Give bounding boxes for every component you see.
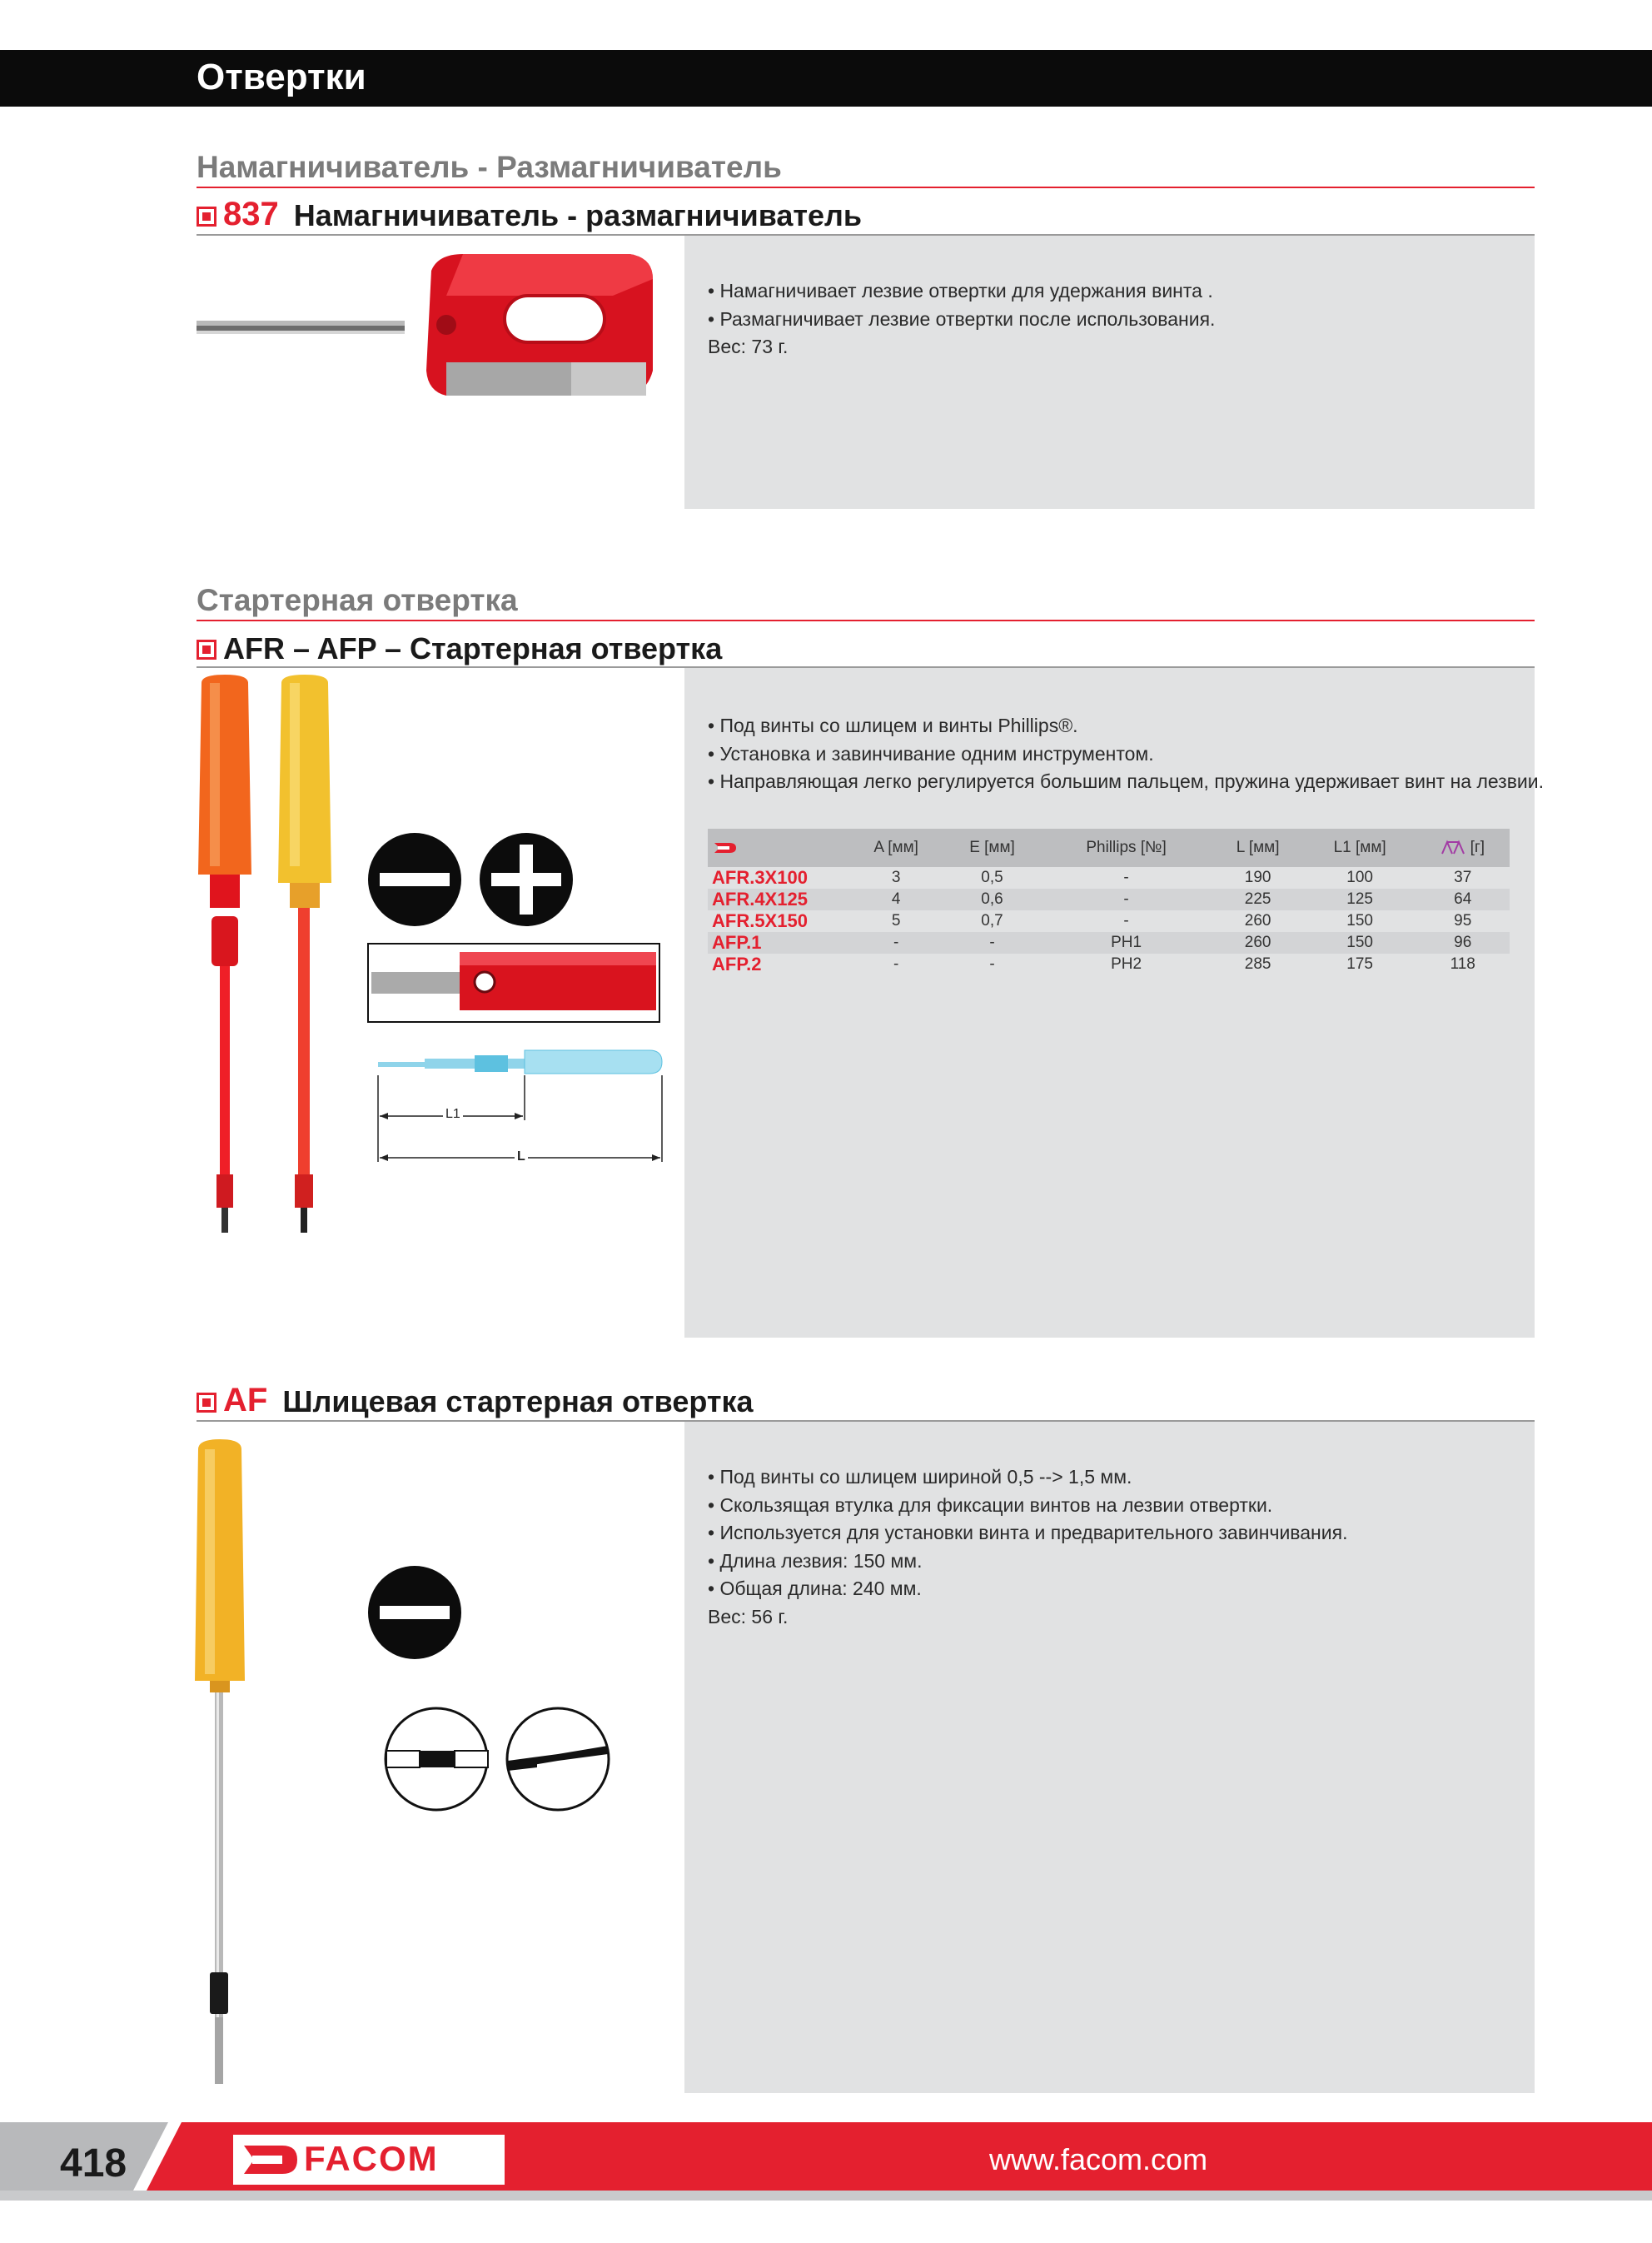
weight-scale-icon xyxy=(1441,840,1465,855)
table-cell: 260 xyxy=(1212,932,1304,954)
table-row xyxy=(708,889,1510,910)
table-cell: 64 xyxy=(1416,889,1510,910)
reference-header xyxy=(708,829,848,867)
reference-cell: AFR.5X150 xyxy=(712,910,808,931)
product-header-af xyxy=(197,1383,754,1419)
table-cell: - xyxy=(943,932,1041,954)
column-header: L1 [мм] xyxy=(1304,829,1416,867)
table-cell: 150 xyxy=(1346,912,1373,930)
description-line: • Размагничивает лезвие отвертки после использования. xyxy=(708,307,1216,330)
product-description xyxy=(708,712,1544,796)
weight-header: [г] xyxy=(1416,829,1510,867)
table-cell: - xyxy=(989,955,995,973)
footer-bottom-strip xyxy=(0,2191,1652,2201)
section-title-starter: Стартерная отвертка xyxy=(197,583,518,617)
description-line: • Длина лезвия: 150 мм. xyxy=(708,1549,923,1572)
table-cell: 0,5 xyxy=(981,869,1003,886)
table-cell: 95 xyxy=(1454,912,1472,930)
table-cell: 260 xyxy=(1244,912,1271,930)
table-cell: 118 xyxy=(1450,955,1475,973)
product-header-837 xyxy=(197,197,862,233)
section-divider xyxy=(197,187,1535,188)
reference-cell: AFR.4X125 xyxy=(708,889,848,910)
dimension-label-l1: L1 xyxy=(443,1107,463,1122)
product-name: Шлицевая стартерная отвертка xyxy=(282,1384,754,1418)
table-cell: - xyxy=(1041,889,1212,910)
product-name: AFR – AFP – Стартерная отвертка xyxy=(223,631,723,665)
page-number: 418 xyxy=(60,2141,127,2186)
table-row xyxy=(708,932,1510,954)
slotted-screwdriver-image xyxy=(192,1439,258,2097)
table-cell: 5 xyxy=(891,912,901,930)
brand-name: FACOM xyxy=(304,2139,439,2178)
column-header: Phillips [№] xyxy=(1041,829,1212,867)
reference-cell: AFR.3X100 xyxy=(712,867,808,888)
section-title-magnetizer: Намагничиватель - Размагничиватель xyxy=(197,150,782,184)
table-row xyxy=(708,910,1510,932)
magnetizer-image xyxy=(197,246,663,412)
table-header-row xyxy=(708,829,1510,867)
table-cell: - xyxy=(893,955,899,973)
table-cell: 225 xyxy=(1212,889,1304,910)
description-line: • Используется для установки винта и предварительного завинчивания. xyxy=(708,1522,1348,1543)
header-bar xyxy=(0,50,1652,107)
description-line: • Под винты со шлицем и винты Phillips®. xyxy=(708,715,1078,736)
section-divider xyxy=(197,620,1535,621)
guide-closeup-image xyxy=(368,944,661,1024)
column-header: E [мм] xyxy=(943,829,1041,867)
product-description xyxy=(708,277,1215,361)
table-row xyxy=(708,867,1510,889)
table-cell: 285 xyxy=(1244,955,1271,973)
description-line: • Под винты со шлицем шириной 0,5 --> 1,5 мм. xyxy=(708,1466,1132,1488)
table-cell: 175 xyxy=(1346,955,1373,973)
product-marker-icon xyxy=(197,1393,216,1413)
table-cell: 190 xyxy=(1244,869,1271,886)
column-header: A [мм] xyxy=(848,829,943,867)
facom-logo-icon xyxy=(242,2144,301,2176)
facom-logo xyxy=(233,2135,505,2185)
table-cell: 96 xyxy=(1416,932,1510,954)
description-line: • Установка и завинчивание одним инструментом. xyxy=(708,742,1154,765)
specification-table xyxy=(708,829,1510,975)
table-cell: - xyxy=(1123,912,1129,930)
product-description xyxy=(708,1463,1347,1631)
table-cell: 100 xyxy=(1346,869,1373,886)
product-name: Намагничиватель - размагничиватель xyxy=(293,198,863,232)
slot-detail-icons xyxy=(366,1564,616,1814)
description-line: Вес: 56 г. xyxy=(708,1605,789,1627)
product-code: AF xyxy=(223,1382,268,1418)
table-cell: - xyxy=(848,932,943,954)
reference-cell: AFP.2 xyxy=(712,954,762,974)
description-line: • Намагничивает лезвие отвертки для удержания винта . xyxy=(708,280,1213,302)
table-cell: 0,6 xyxy=(943,889,1041,910)
description-line: • Общая длина: 240 мм. xyxy=(708,1578,922,1599)
dimension-label-l: L xyxy=(515,1149,528,1164)
product-header-afr-afp xyxy=(197,630,722,666)
table-cell: PH2 xyxy=(1111,955,1142,973)
table-cell: 3 xyxy=(891,869,901,886)
description-line: • Скользящая втулка для фиксации винтов на лезвии отвертки. xyxy=(708,1493,1273,1516)
table-cell: 150 xyxy=(1304,932,1416,954)
table-cell: 125 xyxy=(1304,889,1416,910)
table-row xyxy=(708,954,1510,975)
table-cell: 37 xyxy=(1454,869,1472,886)
slot-phillips-icons xyxy=(366,831,575,930)
column-header: L [мм] xyxy=(1212,829,1304,867)
table-cell: PH1 xyxy=(1041,932,1212,954)
product-code: 837 xyxy=(223,196,279,232)
reference-cell: AFP.1 xyxy=(708,932,848,954)
page-title: Отвертки xyxy=(197,57,366,97)
footer-website-link[interactable]: www.facom.com xyxy=(989,2142,1208,2176)
product-marker-icon xyxy=(197,640,216,660)
description-line: • Направляющая легко регулируется большим пальцем, пружина удерживает винт на лезвии. xyxy=(708,770,1545,792)
facom-ref-icon xyxy=(713,841,738,855)
product-marker-icon xyxy=(197,207,216,227)
description-line: Вес: 73 г. xyxy=(708,336,789,357)
table-cell: 0,7 xyxy=(981,912,1003,930)
starter-screwdrivers-image xyxy=(192,675,358,1241)
table-cell: - xyxy=(1123,869,1129,886)
table-cell: 4 xyxy=(848,889,943,910)
